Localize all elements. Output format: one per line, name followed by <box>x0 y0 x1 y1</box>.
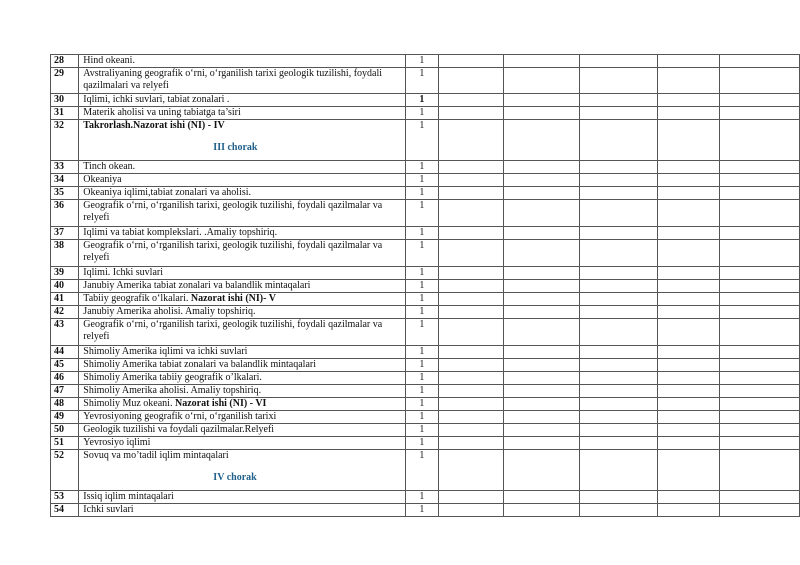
row-number: 32 <box>51 120 79 161</box>
empty-cell <box>720 372 800 385</box>
empty-cell <box>657 174 720 187</box>
empty-cell <box>657 227 720 240</box>
empty-cell <box>657 120 720 161</box>
lesson-topic <box>79 306 405 319</box>
hours-cell: 1 <box>405 187 439 200</box>
topic-text: Shimoliy Amerika tabiiy geografik o’lkalari. <box>83 372 262 383</box>
empty-cell <box>720 293 800 306</box>
table-row <box>51 107 800 120</box>
empty-cell <box>439 280 503 293</box>
hours-cell: 1 <box>405 200 439 227</box>
empty-cell <box>657 55 720 68</box>
row-number: 53 <box>51 491 79 504</box>
empty-cell <box>580 346 658 359</box>
empty-cell <box>439 372 503 385</box>
empty-cell <box>720 55 800 68</box>
hours-cell: 1 <box>405 107 439 120</box>
empty-cell <box>439 187 503 200</box>
empty-cell <box>503 504 580 517</box>
empty-cell <box>580 411 658 424</box>
empty-cell <box>657 319 720 346</box>
empty-cell <box>580 107 658 120</box>
table-row <box>51 385 800 398</box>
hours-cell: 1 <box>405 491 439 504</box>
topic-text: Iqlimi, ichki suvlari, tabiat zonalari . <box>83 94 230 105</box>
empty-cell <box>580 200 658 227</box>
empty-cell <box>580 68 658 94</box>
table-row <box>51 227 800 240</box>
empty-cell <box>657 450 720 491</box>
lesson-topic <box>79 504 405 517</box>
hours-cell: 1 <box>405 411 439 424</box>
topic-text: Geografik o‘rni, o‘rganilish tarixi, geologik tuzilishi, foydali qazilmalar va relyefi <box>83 200 383 223</box>
hours-cell: 1 <box>405 504 439 517</box>
quarter-heading: IV chorak <box>213 472 257 483</box>
lesson-topic <box>79 346 405 359</box>
lesson-topic <box>79 200 405 227</box>
row-number: 38 <box>51 240 79 267</box>
row-number: 41 <box>51 293 79 306</box>
row-number: 47 <box>51 385 79 398</box>
empty-cell <box>657 293 720 306</box>
empty-cell <box>720 319 800 346</box>
table-row <box>51 306 800 319</box>
topic-text: Hind okeani. <box>83 55 135 66</box>
empty-cell <box>439 437 503 450</box>
empty-cell <box>503 385 580 398</box>
hours-cell: 1 <box>405 306 439 319</box>
lesson-topic <box>79 411 405 424</box>
empty-cell <box>720 346 800 359</box>
empty-cell <box>580 240 658 267</box>
empty-cell <box>580 293 658 306</box>
empty-cell <box>503 120 580 161</box>
empty-cell <box>503 187 580 200</box>
lesson-topic <box>79 240 405 267</box>
empty-cell <box>503 280 580 293</box>
quarter-heading: III chorak <box>213 142 258 153</box>
topic-text: Geologik tuzilishi va foydali qazilmalar.Relyefi <box>83 424 275 435</box>
row-number: 52 <box>51 450 79 491</box>
empty-cell <box>720 437 800 450</box>
hours-cell: 1 <box>405 161 439 174</box>
lesson-topic <box>79 293 405 306</box>
lesson-topic <box>79 398 405 411</box>
table-row <box>51 200 800 227</box>
table-row <box>51 293 800 306</box>
empty-cell <box>580 504 658 517</box>
empty-cell <box>720 385 800 398</box>
topic-text: Nazorat ishi (NI)- V <box>190 293 276 304</box>
empty-cell <box>580 161 658 174</box>
empty-cell <box>720 424 800 437</box>
empty-cell <box>439 385 503 398</box>
empty-cell <box>439 200 503 227</box>
hours-cell: 1 <box>405 450 439 491</box>
empty-cell <box>720 306 800 319</box>
empty-cell <box>580 491 658 504</box>
lesson-topic <box>79 187 405 200</box>
hours-cell: 1 <box>405 359 439 372</box>
empty-cell <box>439 424 503 437</box>
table-row <box>51 359 800 372</box>
empty-cell <box>720 120 800 161</box>
empty-cell <box>657 411 720 424</box>
empty-cell <box>657 346 720 359</box>
empty-cell <box>657 306 720 319</box>
topic-text: Geografik o‘rni, o‘rganilish tarixi, geologik tuzilishi, foydali qazilmalar va relyefi <box>83 319 383 342</box>
table-row <box>51 319 800 346</box>
topic-text: Yevrosiyo iqlimi <box>83 437 151 448</box>
empty-cell <box>503 293 580 306</box>
empty-cell <box>720 450 800 491</box>
row-number: 40 <box>51 280 79 293</box>
empty-cell <box>720 68 800 94</box>
table-row <box>51 267 800 280</box>
empty-cell <box>503 94 580 107</box>
empty-cell <box>439 411 503 424</box>
lesson-topic <box>79 319 405 346</box>
row-number: 28 <box>51 55 79 68</box>
empty-cell <box>503 161 580 174</box>
empty-cell <box>439 491 503 504</box>
empty-cell <box>580 319 658 346</box>
empty-cell <box>580 187 658 200</box>
topic-text: Avstraliyaning geografik o‘rni, o‘rganilish tarixi geologik tuzilishi, foydali qazilmalari va relyefi <box>83 68 383 91</box>
hours-cell: 1 <box>405 174 439 187</box>
topic-text: Janubiy Amerika tabiat zonalari va balandlik mintaqalari <box>83 280 311 291</box>
empty-cell <box>657 398 720 411</box>
empty-cell <box>439 120 503 161</box>
row-number: 48 <box>51 398 79 411</box>
lesson-topic <box>79 107 405 120</box>
hours-cell: 1 <box>405 94 439 107</box>
empty-cell <box>439 240 503 267</box>
empty-cell <box>503 491 580 504</box>
empty-cell <box>580 372 658 385</box>
empty-cell <box>657 68 720 94</box>
hours-cell: 1 <box>405 372 439 385</box>
empty-cell <box>720 240 800 267</box>
hours-cell: 1 <box>405 398 439 411</box>
empty-cell <box>503 200 580 227</box>
empty-cell <box>439 161 503 174</box>
empty-cell <box>580 120 658 161</box>
lesson-topic <box>79 267 405 280</box>
row-number: 39 <box>51 267 79 280</box>
empty-cell <box>503 68 580 94</box>
empty-cell <box>439 227 503 240</box>
topic-text: Shimoliy Muz okeani. <box>83 398 175 409</box>
empty-cell <box>439 319 503 346</box>
table-row <box>51 491 800 504</box>
lesson-plan-table <box>50 54 800 517</box>
topic-text: Iqlimi. Ichki suvlari <box>83 267 164 278</box>
topic-text: Shimoliy Amerika tabiat zonalari va balandlik mintaqalari <box>83 359 317 370</box>
topic-text: Ichki suvlari <box>83 504 134 515</box>
empty-cell <box>657 240 720 267</box>
empty-cell <box>580 267 658 280</box>
lesson-topic <box>79 161 405 174</box>
empty-cell <box>657 280 720 293</box>
empty-cell <box>657 504 720 517</box>
lesson-topic <box>79 94 405 107</box>
empty-cell <box>657 437 720 450</box>
empty-cell <box>503 424 580 437</box>
empty-cell <box>657 385 720 398</box>
hours-cell: 1 <box>405 293 439 306</box>
empty-cell <box>580 437 658 450</box>
empty-cell <box>580 385 658 398</box>
empty-cell <box>503 319 580 346</box>
row-number: 51 <box>51 437 79 450</box>
topic-text: Shimoliy Amerika aholisi. Amaliy topshiriq. <box>83 385 262 396</box>
lesson-topic <box>79 385 405 398</box>
topic-text: Okeaniya iqlimi,tabiat zonalari va aholisi. <box>83 187 252 198</box>
hours-cell: 1 <box>405 424 439 437</box>
empty-cell <box>503 411 580 424</box>
row-number: 35 <box>51 187 79 200</box>
empty-cell <box>439 55 503 68</box>
topic-text: Okeaniya <box>83 174 122 185</box>
table-row <box>51 280 800 293</box>
empty-cell <box>439 398 503 411</box>
empty-cell <box>720 174 800 187</box>
row-number: 42 <box>51 306 79 319</box>
empty-cell <box>439 94 503 107</box>
row-number: 33 <box>51 161 79 174</box>
hours-cell: 1 <box>405 227 439 240</box>
row-number: 45 <box>51 359 79 372</box>
empty-cell <box>720 200 800 227</box>
row-number: 50 <box>51 424 79 437</box>
empty-cell <box>439 68 503 94</box>
empty-cell <box>580 227 658 240</box>
empty-cell <box>657 491 720 504</box>
row-number: 44 <box>51 346 79 359</box>
empty-cell <box>439 267 503 280</box>
row-number: 31 <box>51 107 79 120</box>
empty-cell <box>503 174 580 187</box>
empty-cell <box>580 398 658 411</box>
empty-cell <box>503 450 580 491</box>
empty-cell <box>720 359 800 372</box>
empty-cell <box>657 267 720 280</box>
empty-cell <box>580 359 658 372</box>
row-number: 49 <box>51 411 79 424</box>
lesson-topic <box>79 437 405 450</box>
empty-cell <box>657 372 720 385</box>
topic-text: Sovuq va mo’tadil iqlim mintaqalari <box>83 450 229 461</box>
empty-cell <box>720 227 800 240</box>
empty-cell <box>439 306 503 319</box>
empty-cell <box>503 398 580 411</box>
empty-cell <box>439 346 503 359</box>
table-row <box>51 398 800 411</box>
table-row <box>51 187 800 200</box>
hours-cell: 1 <box>405 68 439 94</box>
empty-cell <box>657 424 720 437</box>
row-number: 54 <box>51 504 79 517</box>
empty-cell <box>503 346 580 359</box>
row-number: 30 <box>51 94 79 107</box>
empty-cell <box>503 372 580 385</box>
table-row <box>51 161 800 174</box>
empty-cell <box>720 107 800 120</box>
topic-text: Materik aholisi va uning tabiatga ta’siri <box>83 107 241 118</box>
lesson-topic <box>79 280 405 293</box>
hours-cell: 1 <box>405 267 439 280</box>
table-row <box>51 174 800 187</box>
lesson-topic <box>79 359 405 372</box>
lesson-topic <box>79 424 405 437</box>
empty-cell <box>439 504 503 517</box>
empty-cell <box>657 161 720 174</box>
empty-cell <box>503 55 580 68</box>
empty-cell <box>439 174 503 187</box>
table-row <box>51 55 800 68</box>
topic-text: Issiq iqlim mintaqalari <box>83 491 174 502</box>
lesson-topic <box>79 372 405 385</box>
empty-cell <box>720 280 800 293</box>
table-row <box>51 94 800 107</box>
lesson-topic <box>79 491 405 504</box>
topic-text: Takrorlash.Nazorat ishi (NI) - IV <box>83 120 225 131</box>
empty-cell <box>580 424 658 437</box>
table-row <box>51 120 800 161</box>
empty-cell <box>657 200 720 227</box>
row-number: 29 <box>51 68 79 94</box>
topic-text: Yevrosiyoning geografik o‘rni, o‘rganilish tarixi <box>83 411 277 422</box>
empty-cell <box>503 240 580 267</box>
table-row <box>51 411 800 424</box>
empty-cell <box>720 94 800 107</box>
table-row <box>51 504 800 517</box>
empty-cell <box>580 174 658 187</box>
empty-cell <box>720 491 800 504</box>
empty-cell <box>503 306 580 319</box>
row-number: 34 <box>51 174 79 187</box>
empty-cell <box>439 293 503 306</box>
empty-cell <box>657 359 720 372</box>
empty-cell <box>580 450 658 491</box>
topic-text: Tabiiy geografik o‘lkalari. <box>83 293 191 304</box>
empty-cell <box>503 107 580 120</box>
topic-text: Iqlimi va tabiat komplekslari. .Amaliy topshiriq. <box>83 227 278 238</box>
hours-cell: 1 <box>405 120 439 161</box>
table-row <box>51 68 800 94</box>
hours-cell: 1 <box>405 319 439 346</box>
lesson-topic <box>79 174 405 187</box>
hours-cell: 1 <box>405 346 439 359</box>
topic-text: Janubiy Amerika aholisi. Amaliy topshiriq. <box>83 306 256 317</box>
row-number: 36 <box>51 200 79 227</box>
empty-cell <box>580 306 658 319</box>
hours-cell: 1 <box>405 240 439 267</box>
empty-cell <box>720 504 800 517</box>
table-row <box>51 346 800 359</box>
lesson-topic <box>79 55 405 68</box>
lesson-topic <box>79 227 405 240</box>
table-row <box>51 240 800 267</box>
empty-cell <box>580 94 658 107</box>
empty-cell <box>720 161 800 174</box>
empty-cell <box>439 107 503 120</box>
empty-cell <box>657 94 720 107</box>
topic-text: Shimoliy Amerika iqlimi va ichki suvlari <box>83 346 248 357</box>
empty-cell <box>720 187 800 200</box>
empty-cell <box>439 450 503 491</box>
lesson-topic <box>79 450 405 491</box>
table-row <box>51 450 800 491</box>
topic-text: Geografik o‘rni, o‘rganilish tarixi, geologik tuzilishi, foydali qazilmalar va relyefi <box>83 240 383 263</box>
empty-cell <box>720 267 800 280</box>
lesson-topic <box>79 120 405 161</box>
empty-cell <box>580 280 658 293</box>
empty-cell <box>503 359 580 372</box>
topic-text: Nazorat ishi (NI) - VI <box>174 398 267 409</box>
table-row <box>51 372 800 385</box>
empty-cell <box>439 359 503 372</box>
row-number: 46 <box>51 372 79 385</box>
hours-cell: 1 <box>405 385 439 398</box>
hours-cell: 1 <box>405 55 439 68</box>
hours-cell: 1 <box>405 437 439 450</box>
table-row <box>51 424 800 437</box>
hours-cell: 1 <box>405 280 439 293</box>
topic-text: Tinch okean. <box>83 161 136 172</box>
empty-cell <box>720 398 800 411</box>
empty-cell <box>580 55 658 68</box>
empty-cell <box>720 411 800 424</box>
lesson-topic <box>79 68 405 94</box>
empty-cell <box>503 267 580 280</box>
table-row <box>51 437 800 450</box>
empty-cell <box>503 227 580 240</box>
row-number: 43 <box>51 319 79 346</box>
row-number: 37 <box>51 227 79 240</box>
empty-cell <box>503 437 580 450</box>
empty-cell <box>657 107 720 120</box>
empty-cell <box>657 187 720 200</box>
